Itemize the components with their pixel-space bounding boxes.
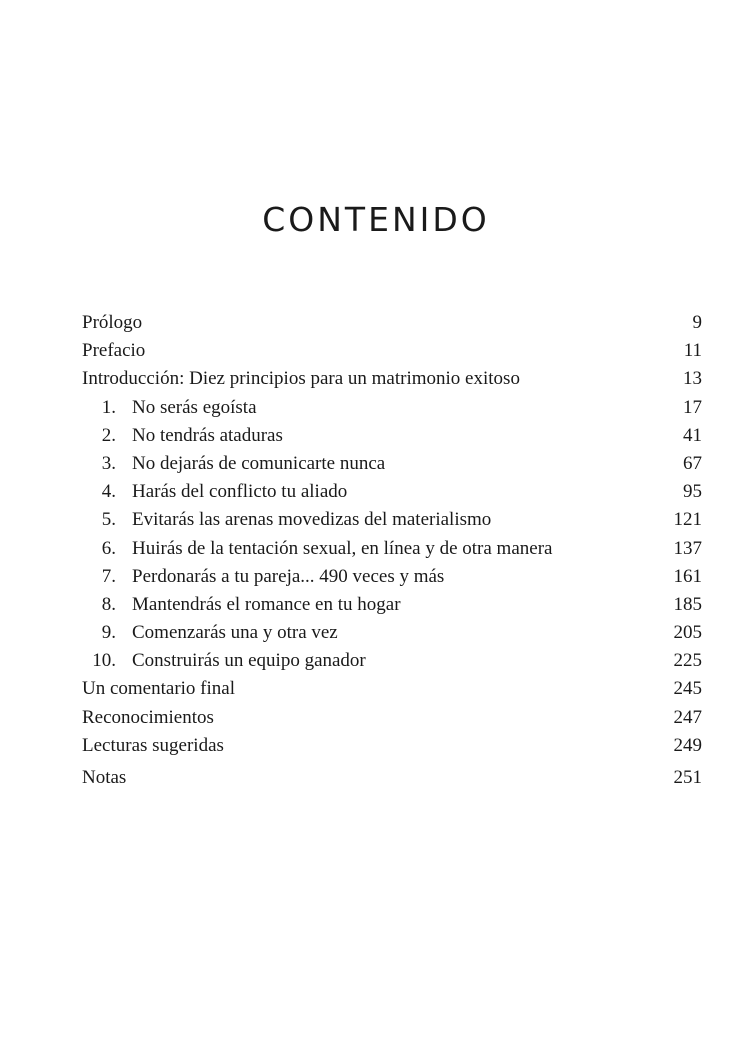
toc-entry-title: No serás egoísta [132, 396, 257, 418]
toc-entry-chapter-7[interactable] [82, 563, 702, 591]
toc-entry-number-cell [82, 422, 132, 450]
toc-entry-number-cell [82, 647, 132, 675]
toc-entry-page: 121 [673, 509, 702, 531]
toc-entry-title: Prefacio [82, 340, 146, 362]
toc-entry-title: Un comentario final [82, 678, 236, 700]
toc-entry-page: 251 [673, 767, 702, 788]
toc-entry-number-cell [82, 591, 132, 619]
toc-entry-title: Notas [82, 767, 127, 788]
toc-entry-lecturas-sugeridas[interactable] [82, 732, 702, 760]
toc-entry-introduccion[interactable] [82, 365, 702, 393]
toc-entry-page: 9 [692, 312, 702, 333]
toc-entry-chapter-6[interactable] [82, 535, 702, 563]
toc-entry-page: 17 [683, 396, 702, 418]
toc-entry-prologo[interactable] [82, 309, 702, 337]
toc-entry-number: 4. [101, 481, 116, 503]
toc-entry-number-cell [82, 394, 132, 422]
toc-entry-chapter-8[interactable] [82, 591, 702, 619]
toc-entry-chapter-10[interactable] [82, 647, 702, 675]
toc-entry-title: Comenzarás una y otra vez [132, 622, 338, 644]
toc-entry-number-cell [82, 478, 132, 506]
toc-entry-page: 137 [673, 537, 702, 559]
toc-entry-chapter-1[interactable] [82, 394, 702, 422]
toc-entry-title: Construirás un equipo ganador [132, 650, 366, 672]
toc-entry-page: 13 [683, 368, 702, 390]
toc-entry-number: 10. [92, 650, 116, 672]
toc-entry-number: 1. [101, 396, 116, 418]
toc-entry-number-cell [82, 563, 132, 591]
toc-entry-page: 161 [673, 565, 702, 587]
toc-entry-title: Evitarás las arenas movedizas del materialismo [132, 509, 492, 531]
toc-entry-number: 5. [101, 509, 116, 531]
toc-entry-title: Harás del conflicto tu aliado [132, 481, 348, 503]
toc-entry-chapter-3[interactable] [82, 450, 702, 478]
toc-entry-reconocimientos[interactable] [82, 704, 702, 732]
toc-entry-number: 8. [101, 593, 116, 615]
toc-entry-number: 7. [101, 565, 116, 587]
toc-entry-number-cell [82, 506, 132, 534]
toc-entry-page: 249 [673, 734, 702, 756]
toc-entry-number-cell [82, 535, 132, 563]
toc-entry-number: 6. [101, 537, 116, 559]
toc-entry-number: 3. [101, 452, 116, 474]
toc-entry-number: 2. [101, 424, 116, 446]
toc-entry-title: Reconocimientos [82, 706, 214, 728]
toc-entry-title: No tendrás ataduras [132, 424, 283, 446]
toc-entry-chapter-5[interactable] [82, 506, 702, 534]
table-of-contents [82, 309, 702, 794]
toc-entry-number: 9. [101, 622, 116, 644]
toc-entry-comentario-final[interactable] [82, 675, 702, 703]
toc-entry-title: Mantendrás el romance en tu hogar [132, 593, 401, 615]
toc-entry-prefacio[interactable] [82, 337, 702, 365]
toc-entry-page: 185 [673, 593, 702, 615]
toc-entry-page: 11 [683, 340, 702, 362]
toc-entry-page: 205 [673, 622, 702, 644]
toc-entry-number-cell [82, 450, 132, 478]
toc-entry-chapter-4[interactable] [82, 478, 702, 506]
toc-entry-title: Lecturas sugeridas [82, 734, 224, 756]
toc-entry-page: 41 [683, 424, 702, 446]
page-title: CONTENIDO [262, 200, 490, 239]
toc-entry-title: Introducción: Diez principios para un matrimonio exitoso [82, 368, 520, 390]
toc-entry-chapter-2[interactable] [82, 422, 702, 450]
toc-entry-page: 247 [673, 706, 702, 728]
toc-entry-chapter-9[interactable] [82, 619, 702, 647]
toc-entry-page: 95 [683, 481, 702, 503]
toc-entry-title: Perdonarás a tu pareja... 490 veces y más [132, 565, 445, 587]
toc-entry-title: Huirás de la tentación sexual, en línea y de otra manera [132, 537, 553, 559]
toc-entry-number-cell [82, 619, 132, 647]
toc-entry-title: No dejarás de comunicarte nunca [132, 452, 386, 474]
toc-entry-page: 67 [683, 452, 702, 474]
toc-entry-page: 225 [673, 650, 702, 672]
toc-entry-notas[interactable] [82, 762, 702, 794]
toc-entry-title: Prólogo [82, 312, 143, 333]
toc-entry-page: 245 [673, 678, 702, 700]
